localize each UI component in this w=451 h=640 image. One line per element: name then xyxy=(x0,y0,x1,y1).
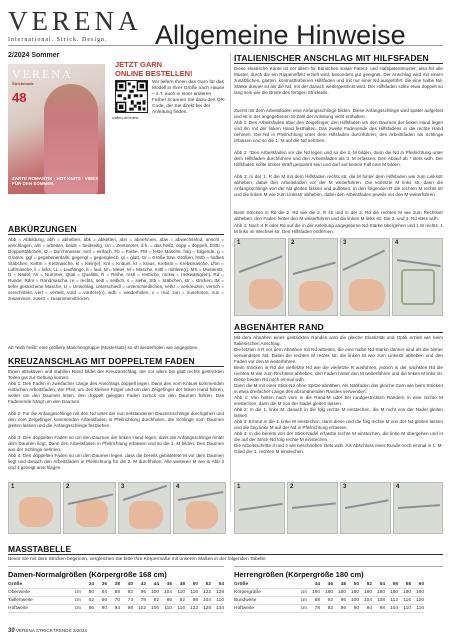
size-value: 94 xyxy=(107,605,120,613)
size-header-cell: 46 xyxy=(159,581,172,589)
men-size-table-title: Herrengrößen (Körpergröße 180 cm) xyxy=(234,570,364,579)
women-size-grid xyxy=(8,581,224,613)
kreuzanschlag-step2: Abb 2: Für die Anfangsschlinge mit den Nd unter der nun entstandenen Daumenschlinge durchgehen und den vom Zeigefinger kommenden Arbeitsfaden in Pfeilrichtung durchholen, die Schlinge vom Daumen gleiten lassen und die Anfangsschlinge festziehen. xyxy=(8,411,224,428)
size-header-cell: 44 xyxy=(307,581,320,589)
issue-label: 2/2024 Sommer xyxy=(8,52,60,59)
column-divider xyxy=(230,52,231,512)
size-value: 116 xyxy=(398,597,411,605)
size-header-cell: 48 xyxy=(333,581,346,589)
size-value: 102 xyxy=(133,605,146,613)
italienischer-heading: ITALIENISCHER ANSCHLAG MIT HILFSFADEN xyxy=(234,53,429,63)
size-value: 180 xyxy=(385,589,398,597)
cover-subtitle: Strickmode xyxy=(12,81,34,86)
size-row-label: Taillenweite xyxy=(8,597,68,605)
size-value: 78 xyxy=(307,605,320,613)
size-header-cell: 50 xyxy=(185,581,198,589)
italienischer-figure-4: 4 xyxy=(392,238,443,316)
size-value: 90 xyxy=(94,605,107,613)
size-header-label: Größe xyxy=(234,581,307,589)
size-value: 180 xyxy=(398,589,411,597)
size-value: 88 xyxy=(307,597,320,605)
size-header-cell: 54 xyxy=(211,581,224,589)
italienischer-step3b: Beim Stricken in Rd die 2. Rd wie die 2. R str und in der 3. Rd die rechten M wie zum Rechtsstr abheben, den Faden hinter den M weiterführen und die linken M links str. Die 2. und 3. Rd stets wdh. xyxy=(234,210,443,221)
size-value: 98 xyxy=(372,605,385,613)
kreuzanschlag-rule xyxy=(8,366,224,367)
size-header-cell: 52 xyxy=(198,581,211,589)
promo-title-line1: JETZT GARN xyxy=(115,60,163,69)
abbreviations-note: Ab *wdh heißt: eine größere Maschengruppe (Mustersatz) so oft wiederholen wie angegeben. xyxy=(8,345,199,350)
abgenaeht-figure-2: 2 xyxy=(287,482,338,534)
size-row-label: Hüftweite xyxy=(8,605,68,613)
italienischer-figure-1: 1 xyxy=(234,238,286,316)
size-table-intro: Bevor Sie mit dem Stricken beginnen, vergleichen Sie bitte Ihre Körpermaße mit unseren Maßen in der folgenden Tabelle: xyxy=(8,557,267,562)
size-value: 116 xyxy=(185,589,198,597)
size-header-cell: 58 xyxy=(398,581,411,589)
size-table-heading: MASSTABELLE xyxy=(8,544,72,554)
size-value: 110 xyxy=(211,597,224,605)
italienischer-step1: Abb 1: Den Arbeitsfaden über den Zeigefinger, den Hilfsfaden um den Daumen der linken Hand legen und ihn mit der linken Hand festhalten. Das zweite Fadenende des Hilfsfadens in die rechte Hand nehmen. Die Nd in Pfeilrichtung unter dem Hilfsfaden durchführen, den Arbeitsfaden als Schlinge erfassen und so die 1. M auf die Nd nehmen. xyxy=(234,120,443,143)
size-header-cell: 52 xyxy=(359,581,372,589)
page-title: Allgemeine Hinweise xyxy=(155,20,406,50)
size-value: 112 xyxy=(385,597,398,605)
size-value: 74 xyxy=(120,597,133,605)
size-header-label: Größe xyxy=(8,581,81,589)
magazine-cover-image xyxy=(8,64,105,194)
size-unit: cm xyxy=(68,589,81,597)
size-unit: cm xyxy=(294,605,307,613)
kreuzanschlag-figure-1: 1 xyxy=(8,482,61,534)
size-value: 122 xyxy=(185,605,198,613)
size-value: 128 xyxy=(198,605,211,613)
size-value: 104 xyxy=(159,589,172,597)
size-value: 106 xyxy=(146,605,159,613)
cover-footer-text: ZARTE ROMANTIK · HOT KNITS · VIBES FÜR DEN SOMMER xyxy=(12,176,99,186)
abgenaeht-figure-3: 3 xyxy=(340,482,391,534)
abgenaeht-step1: Abb 1: Von hinten nach vorn in die Rand-M oder bei rundgestrickten Rändern in eine rechte M einstechen, dann die M von der Nadel gleiten lassen. xyxy=(234,395,443,406)
kreuzanschlag-intro: Einen attraktiven und stabilen Rand bildet der Kreuzanschlag, der vor allem bei glatt rechts gestrickten Teilen gut zur Geltung kommt. xyxy=(8,369,224,380)
italienischer-text2: Zuerst mit dem Arbeitsfaden eine Anfangsschlinge bilden. Diese Anfangsschlinge wird später aufgelöst und ist in der angegebenen M-Zahl der Anleitung nicht enthalten. xyxy=(234,108,443,119)
size-value: 110 xyxy=(172,589,185,597)
promo-url[interactable]: craftery.de/verena xyxy=(112,116,139,120)
magazine-tagline: International. Strick. Design. xyxy=(8,37,108,43)
size-value: 110 xyxy=(159,605,172,613)
italienischer-intro: Diese elastische Kante ist vor allem für Bündchen sowie Patent- und Halbpatentmuster, also für alle Muster, durch die ein Rippeneffekt erzielt wird, besonders gut geeignet. Der Anschlag wird mit einem zusätzlichen, glatten, kontrastfarbenen Hilfsfaden und mit nur einer Nd ausgeführt, die eine halbe Nd-Stärke dünner ist als die Nd, mit der danach weitergestrickt wird. Der Hilfsfaden sollte etwa doppelt so lang sein wie die Breite des fertigen Strickteils. xyxy=(234,66,443,95)
size-value: 104 xyxy=(198,597,211,605)
italienischer-step4: Abb 4: Nach 4 R oder Rd auf die in der Anleitung angegebene Nd-Stärke übergehen und 1 M rechts, 1 M links im Wechsel str. Den Hilfsfaden entfernen. xyxy=(234,223,443,234)
size-row-label: Körpergröße xyxy=(234,589,294,597)
abgenaeht-figure-4: 4 xyxy=(393,482,443,534)
kreuzanschlag-figure-4: 4 xyxy=(173,482,226,534)
size-value: 120 xyxy=(411,597,424,605)
qr-code-icon[interactable] xyxy=(115,80,148,113)
kreuzanschlag-step1: Abb 1: Den Faden in zweifacher Länge des Anschlags doppelt legen. Dann den vom Knäuel kommenden einfachen Arbeitsfaden, wie Pfeil, um den kleinen Finger und um den Zeigefinger der linken Hand führen, weiter um den Daumen leiten, den doppelt gelegten Faden zurück um den Daumen führen. Das Fadenende hängt um den Daumen. xyxy=(8,381,224,404)
size-value: 100 xyxy=(146,589,159,597)
size-value: 82 xyxy=(320,605,333,613)
size-value: 78 xyxy=(133,597,146,605)
abgenaeht-step5: Die Arbeitsschritte 3 und 4 wie beschrieben stets wdh. Als Abschluss einer Runde noch einmal in 1. M-Glied der 1. rechten M einstechen. xyxy=(234,443,443,454)
kreuzanschlag-step4: Abb 4: Den doppelten Faden so um den Daumen legen, dass die bereits gebildetete M vor dem Daumen liegt und danach den Arbeitsfaden in Pfeilrichtung für die 2. M durchholen. Alle weiteren M wie in Abb 3 und 4 gezeigt anschlagen. xyxy=(8,453,224,470)
men-size-grid xyxy=(234,581,424,613)
abgenaeht-step4: Abb 4: In die bereits von der Stick-Nadel erfasste rechte M einstechen, die linke M übergehen und in die auf der Strick-Nd folg rechte M einstechen. xyxy=(234,431,443,442)
kreuzanschlag-heading: KREUZANSCHLAG MIT DOPPELTEM FADEN xyxy=(8,356,195,366)
size-row xyxy=(8,597,224,605)
size-value: 180 xyxy=(359,589,372,597)
size-header-cell: 42 xyxy=(133,581,146,589)
abbreviations-rule xyxy=(8,234,224,235)
size-value: 180 xyxy=(307,589,320,597)
size-value: 96 xyxy=(133,589,146,597)
size-row-label: Bundweite xyxy=(234,597,294,605)
size-header-cell: 40 xyxy=(120,581,133,589)
size-value: 92 xyxy=(172,597,185,605)
abbreviations-text: Abb = Abbildung, abh = abheben, abk = abketten, abn = abnehmen, abw = abwechselnd, anschl = anschlagen, arb = arbeiten, beids = beidseitig, cm = Zentimeter, d.h. = das heißt, dopp = doppelt, DStb = Doppelstäbchen, Ø = Durchmesser, einf = einfach, Fb = Farbe, FM = feste Masche, folg = folgende, g = Gramm, ggf = gegebenenfalls, gegengl = gegengleich, gl = glatt, Gr = Größe bzw. Größen, hStb = halbes Stäbchen, Kettm = Kettmasche, kl = klein(e), Knl = Knäuel, kr = kraus, Krebsm = Krebsmasche, Lftm = Luftmasche, li = links, LL = Lauflänge, lt = laut, M = Meter, M = Masche, mittl = mittlere(r), MS = Musterstz, N = Nadel, Nr = Nummer, Qual = Qualität, R = Reihe, restl = restliche, rückw = rückwärtig(en), Rd = Runde, Rdm = Randmasche, re = rechts, seitl = seitlich, s = siehe, Stb = Stäbchen, str = stricken, tM = tiefer gestochene Masche, U = Umschlag, unterschiedl = unterschiedlichen, verkr = verkreuzen, versch = verschränkt, vert = verteilt, vord = vordere(n), wdh = wiederholen, x = mal, zun = zunehmen, zus = zusammen, zusstr = zusammenstricken. xyxy=(8,237,224,302)
size-value: 70 xyxy=(107,597,120,605)
italienischer-step2: Abb 2: *Den Arbeitsfaden vor die Nd legen und so die 2. M bilden, dann die Nd in Pfeilrichtung unter dem Hilfsfaden durchführen und den Arbeitsfaden als 3. M erfassen. Den Ablauf ab * stets wdh. Der Hilfsfaden sollte immer straff gespannt sein und darf auf keinen Fall eine M bilden. xyxy=(234,150,443,167)
kreuzanschlag-figure-2: 2 xyxy=(63,482,116,534)
italienischer-step3: Abb 3: In der 1. R die M mit dem Hilfsfaden rechts str, die M hinter dem Hilfsfaden wie zum Linksstr abheben, dabei den Arbeitsfaden vor der M weiterführen. Die vorletzte M links str, dann die Anfangsschlinge von der Nd gleiten lassen und auflösen. In den folgenden R die rechten M rechts str und die linken M wie zum Linksstr abheben, dabei den Arbeitsfaden jeweils vor den M weiterführen. xyxy=(234,174,443,197)
size-header-cell: 56 xyxy=(385,581,398,589)
size-header-cell: 54 xyxy=(372,581,385,589)
kreuzanschlag-step3: Abb 3: Den doppelten Faden so um den Daumen der linken Hand legen, dass die Anfangsschlinge hinter dem Daumen liegt. Dann den Arbeitsfaden in Pfeilrichtung erfassen und so die 1. M bilden. Den Daumen aus der Schlinge nehmen. xyxy=(8,435,224,452)
abgenaeht-step2: Abb 2: In die 1. linke M, danach in die folg rechte M einstechen, die M nicht von der Nadel gleiten lassen. xyxy=(234,407,443,418)
size-value: 98 xyxy=(185,597,198,605)
size-value: 90 xyxy=(346,605,359,613)
men-size-table xyxy=(234,566,443,613)
size-value: 104 xyxy=(359,597,372,605)
page-number: 30 xyxy=(8,628,15,634)
size-header-row xyxy=(8,581,224,589)
size-value: 66 xyxy=(94,597,107,605)
size-header-row xyxy=(234,581,424,589)
size-value: 86 xyxy=(159,597,172,605)
size-value: 62 xyxy=(81,597,94,605)
size-header-cell: 38 xyxy=(107,581,120,589)
size-row xyxy=(234,605,424,613)
abgenaeht-text3: Beim Stricken in Rd die vierletzte Rd wie die vierletzte R ausführen, jedoch in der nächsten Rd die rechten M wie zum Rechtsstr abheben, den Faden hinter den M weiterführen und die linken M links str. Diese beiden Rd noch einmal wdh. xyxy=(234,365,443,382)
abgenaeht-heading: ABGENÄHTER RAND xyxy=(234,322,324,332)
size-row xyxy=(8,589,224,597)
size-header-cell: 50 xyxy=(346,581,359,589)
abgenaeht-rule xyxy=(234,332,443,333)
kreuzanschlag-figure-3: 3 xyxy=(118,482,171,534)
footer-text: VERENA STRICKTRENDS 2/2024 xyxy=(15,628,87,633)
size-value: 128 xyxy=(211,589,224,597)
size-value: 92 xyxy=(320,597,333,605)
size-value: 98 xyxy=(120,605,133,613)
size-header-cell: 36 xyxy=(94,581,107,589)
size-table-rule xyxy=(8,554,443,555)
size-header-cell: 46 xyxy=(320,581,333,589)
size-value: 110 xyxy=(398,605,411,613)
size-value: 134 xyxy=(211,605,224,613)
page-footer xyxy=(8,628,87,634)
magazine-logo: VERENA xyxy=(8,6,142,36)
size-value: 96 xyxy=(333,597,346,605)
size-value: 122 xyxy=(198,589,211,597)
cover-logo: VERENA xyxy=(12,67,73,81)
size-header-cell: 60 xyxy=(411,581,424,589)
size-unit: cm xyxy=(294,589,307,597)
abgenaeht-text2: Die letzten 4 R vor dem Abnähen mit Nd arbeiten, die eine halbe Nd-Stärke dünner sind als die bisher verwendeten Nd. Dabei die rechten M rechts str, die linken M wie zum Linksstr abheben und den Faden vor den M weiterführen. xyxy=(234,347,443,364)
size-row-label: Hüftweite xyxy=(234,605,294,613)
size-value: 84 xyxy=(94,589,107,597)
italienischer-figure-3: 3 xyxy=(340,238,390,316)
size-value: 86 xyxy=(333,605,346,613)
size-value: 88 xyxy=(107,589,120,597)
promo-body: Wir liefern Ihnen das Garn für das Modell in Ihrer Größe nach Hause – z.T. auch in einer anderen Farbe! Scannen Sie dazu den QR-Code, der Sie direkt bei der Anleitung finden. xyxy=(152,80,226,115)
size-value: 180 xyxy=(333,589,346,597)
cover-number: 48 xyxy=(12,90,27,105)
size-value: 180 xyxy=(346,589,359,597)
abbreviations-heading: ABKÜRZUNGEN xyxy=(8,224,77,234)
size-row-label: Oberweite xyxy=(8,589,68,597)
abgenaeht-text4: Dann die M mit einer Stick-Nd ohne Spitze abnähen. Als Nähfaden das gleiche Garn wie beim Stricken in etwa dreifacher Länge des abzunähenden Randes verwenden. xyxy=(234,383,443,394)
size-row xyxy=(8,605,224,613)
women-size-table-title: Damen-Normalgrößen (Körpergröße 168 cm) xyxy=(8,570,167,579)
size-header-cell: 34 xyxy=(81,581,94,589)
size-unit: cm xyxy=(294,597,307,605)
size-value: 180 xyxy=(320,589,333,597)
size-value: 104 xyxy=(385,605,398,613)
size-value: 86 xyxy=(81,605,94,613)
size-unit: cm xyxy=(68,597,81,605)
italienischer-rule xyxy=(234,63,443,64)
abgenaeht-text1: Mit dem Abnähen eines gestrickten Randes wird die gleiche Elastizität und Optik erzielt wie beim Italienischen Anschlag. xyxy=(234,335,443,346)
size-value: 116 xyxy=(172,605,185,613)
size-value: 94 xyxy=(359,605,372,613)
promo-title-line2: ONLINE BESTELLEN! xyxy=(115,69,193,78)
italienischer-figure-2: 2 xyxy=(288,238,338,316)
size-row xyxy=(234,589,424,597)
size-value: 80 xyxy=(81,589,94,597)
size-value: 116 xyxy=(411,605,424,613)
size-row xyxy=(234,597,424,605)
promo-title xyxy=(115,60,193,78)
size-header-cell: 48 xyxy=(172,581,185,589)
size-value: 108 xyxy=(372,597,385,605)
size-value: 82 xyxy=(146,597,159,605)
size-header-cell: 44 xyxy=(146,581,159,589)
size-value: 100 xyxy=(346,597,359,605)
size-value: 180 xyxy=(411,589,424,597)
abgenaeht-figure-1: 1 xyxy=(234,482,285,534)
size-value: 92 xyxy=(120,589,133,597)
size-value: 180 xyxy=(372,589,385,597)
size-unit: cm xyxy=(68,605,81,613)
abgenaeht-step3: Abb 3: Erneut in die 1. linke M einstechen, dann diese und die folg rechte M von der Nd gleiten lassen und die folg linke M auf der Nd in Pfeilrichtung erfassen. xyxy=(234,419,443,430)
women-size-table xyxy=(8,566,224,613)
